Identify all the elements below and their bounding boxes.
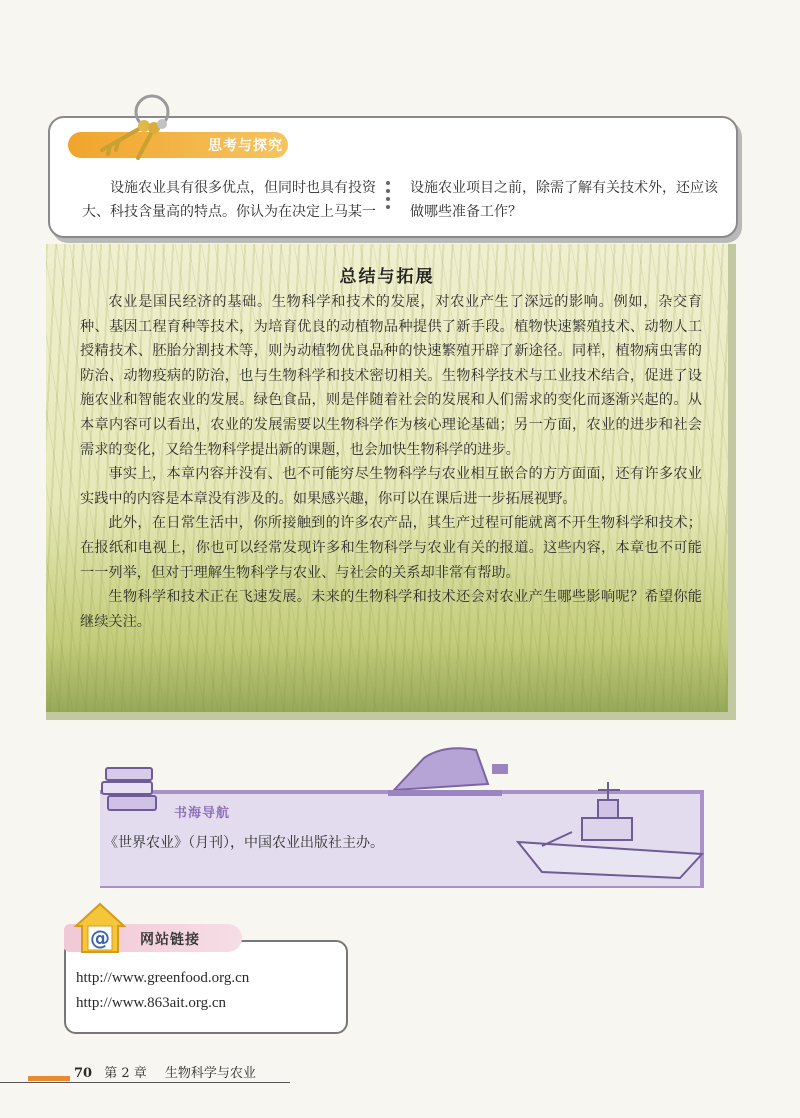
iron-icon xyxy=(384,740,514,798)
summary-body xyxy=(80,290,702,634)
page-footer xyxy=(74,1062,256,1081)
svg-text:@: @ xyxy=(90,926,110,950)
at-sign-house-icon xyxy=(72,900,128,956)
think-explore-box xyxy=(48,116,738,238)
summary-title: 总结与拓展 xyxy=(339,267,435,287)
summary-paragraph: 事实上，本章内容并没有、也不可能穷尽生物科学与农业相互嵌合的方方面面，还有许多农业实践中的内容是本章没有涉及的。如果感兴趣，你可以在课后进一步拓展视野。 xyxy=(80,466,702,507)
chapter-title: 生物科学与农业 xyxy=(164,1066,256,1081)
summary-paragraph: 生物科学和技术正在飞速发展。未来的生物科学和技术还会对农业产生哪些影响呢？希望你能继续关注。 xyxy=(80,589,702,630)
website-link[interactable]: http://www.greenfood.org.cn xyxy=(76,970,250,986)
book-navigation-title: 书海导航 xyxy=(174,806,231,821)
website-link[interactable]: http://www.863ait.org.cn xyxy=(76,995,226,1011)
ship-icon xyxy=(512,780,708,884)
keys-icon xyxy=(80,92,200,162)
column-divider-dots xyxy=(384,178,392,228)
summary-paragraph: 此外，在日常生活中，你所接触到的许多农产品，其生产过程可能就离不开生物科学和技术；在报纸和电视上，你也可以经常发现许多和生物科学与农业有关的报道。这些内容，本章也不可能一一列举，但对于理解生物科学与农业、与社会的关系却非常有帮助。 xyxy=(80,515,702,581)
think-explore-text-right: 设施农业项目之前，除需了解有关技术外，还应该做哪些准备工作？ xyxy=(410,180,718,220)
website-links-list xyxy=(76,966,249,1016)
chapter-label: 第 2 章 xyxy=(104,1066,147,1081)
think-explore-title: 思考与探究 xyxy=(208,138,283,154)
footer-accent-bar xyxy=(28,1076,70,1081)
books-icon xyxy=(100,760,168,818)
summary-paragraph: 农业是国民经济的基础。生物科学和技术的发展，对农业产生了深远的影响。例如，杂交育种、基因工程育种等技术，为培育优良的动植物品种提供了新手段。植物快速繁殖技术、动物人工授精技术、胚胎分割技术等，则为动植物优良品种的快速繁殖开辟了新途径。同样，植物病虫害的防治、动物疫病的防治，也与生物科学和技术密切相关。生物科学技术与工业技术结合，促进了设施农业和智能农业的发展。绿色食品，则是伴随着社会的发展和人们需求的变化而逐渐兴起的。从本章内容可以看出，农业的发展需要以生物科学作为核心理论基础；另一方面，农业的进步和社会需求的变化，又给生物科学提出新的课题，也会加快生物科学的进步。 xyxy=(80,294,702,458)
website-links-title: 网站链接 xyxy=(140,932,200,948)
book-navigation-text: 《世界农业》（月刊），中国农业出版社主办。 xyxy=(104,835,384,851)
page-number: 70 xyxy=(74,1066,93,1081)
summary-section xyxy=(46,244,736,720)
think-explore-text-left: 设施农业具有很多优点，但同时也具有投资大、科技含量高的特点。你认为在决定上马某一 xyxy=(82,180,376,220)
